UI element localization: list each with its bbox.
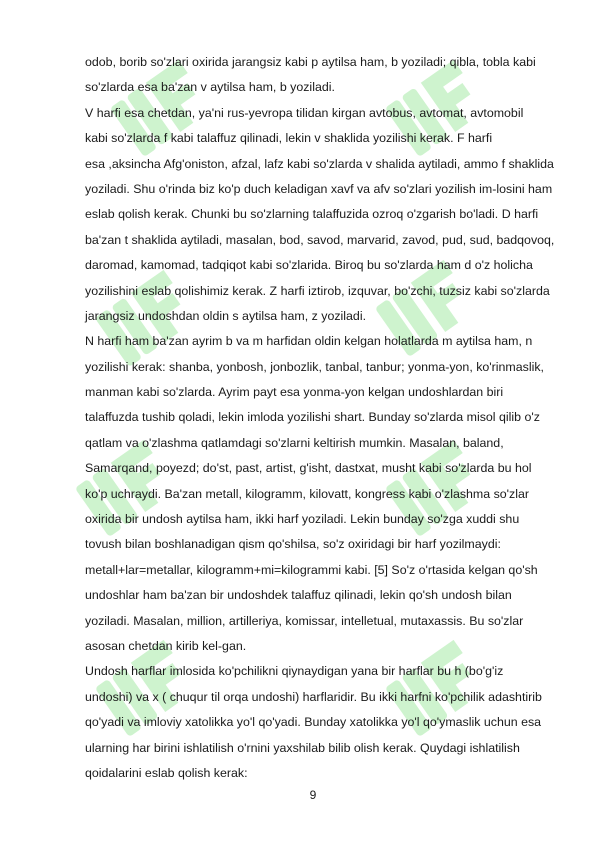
text-line: metall+lar=metallar, kilogramm+mi=kilogrammi kabi. [5] So'z o'rtasida kelgan qo'sh — [85, 562, 538, 577]
text-line: kabi so'zlarda f kabi talaffuz qilinadi, lekin v shaklida yozilishi kerak. F harfi — [85, 131, 493, 146]
text-line: daromad, kamomad, tadqiqot kabi so'zlarida. Biroq bu so'zlarda ham d o'z holicha — [85, 258, 533, 273]
body-text — [85, 50, 571, 786]
text-line: tovush bilan boshlanadigan qism qo'shilsa, so'z oxiridagi bir harf yozilmaydi: — [85, 537, 501, 552]
text-line: yoziladi. Shu o'rinda biz ko'p duch keladigan xavf va afv so'zlari yozilish im-losini ham — [85, 181, 553, 196]
text-line: yozilishi kerak: shanba, yonbosh, jonbozlik, tanbal, tanbur; yonma-yon, ko'rinmaslik, — [85, 359, 544, 374]
text-line: so'zlarda esa ba'zan v aytilsa ham, b yoziladi. — [85, 80, 335, 95]
text-line: jarangsiz undoshdan oldin s aytilsa ham, z yoziladi. — [85, 308, 367, 323]
text-line: eslab qolish kerak. Chunki bu so'zlarning talaffuzida ozroq o'zgarish bo'ladi. D harfi — [85, 207, 539, 222]
page-number: 9 — [309, 788, 317, 802]
text-line: undoshlar ham ba'zan bir undoshdek talaffuz qilinadi, lekin qo'sh undosh bilan — [85, 588, 512, 603]
text-line: Undosh harflar imlosida ko'pchilikni qiynaydigan yana bir harflar bu h (bo'g'iz — [85, 664, 504, 679]
text-line: qatlam va o'zlashma qatlamdagi so'zlarni keltirish mumkin. Masalan, baland, — [85, 435, 504, 450]
text-line: asosan chetdan kirib kel-gan. — [85, 638, 247, 653]
text-line: undoshi) va x ( chuqur til orqa undoshi) harflaridir. Bu ikki harfni ko'pchilik adashtirib — [85, 689, 542, 704]
text-line: ba'zan t shaklida aytiladi, masalan, bod, savod, marvarid, zavod, pud, sud, badqovoq, — [85, 232, 555, 247]
text-line: qo'yadi va imloviy xatolikka yo'l qo'yadi. Bunday xatolikka yo'l qo'ymaslik uchun esa — [85, 715, 542, 730]
text-line: talaffuzda tushib qoladi, lekin imloda yozilishi shart. Bunday so'zlarda misol qilib o'z — [85, 410, 540, 425]
text-line: yozilishini eslab qolishimiz kerak. Z harfi iztirob, izquvar, bo'zchi, tuzsiz kabi so'zlarda — [85, 283, 550, 298]
text-line: ularning har birini ishlatilish o'rnini yaxshilab bilib olish kerak. Quydagi ishlatilish — [85, 740, 520, 755]
text-line: Samarqand, poyezd; do'st, past, artist, g'isht, dastxat, musht kabi so'zlarda bu hol — [85, 461, 532, 476]
text-line: yoziladi. Masalan, million, artilleriya, komissar, intelletual, mutaxassis. Bu so'zlar — [85, 613, 524, 628]
text-line: ko'p uchraydi. Ba'zan metall, kilogramm, kilovatt, kongress kabi o'zlashma so'zlar — [85, 486, 530, 501]
text-line: esa ,aksincha Afg'oniston, afzal, lafz kabi so'zlarda v shalida aytiladi, ammo f shaklida — [85, 156, 554, 171]
text-line: qoidalarini eslab qolish kerak: — [85, 765, 248, 780]
text-line: V harfi esa chetdan, ya'ni rus-yevropa tilidan kirgan avtobus, avtomat, avtomobil — [85, 105, 524, 120]
text-line: odob, borib so'zlari oxirida jarangsiz kabi p aytilsa ham, b yoziladi; qibla, tobla kabi — [85, 55, 536, 69]
text-line: oxirida bir undosh aytilsa ham, ikki harf yoziladi. Lekin bunday so'zga xuddi shu — [85, 512, 520, 527]
text-line: N harfi ham ba'zan ayrim b va m harfidan oldin kelgan holatlarda m aytilsa ham, n — [85, 334, 533, 349]
text-line: manman kabi so'zlarda. Ayrim payt esa yonma-yon kelgan undoshlardan biri — [85, 385, 504, 400]
